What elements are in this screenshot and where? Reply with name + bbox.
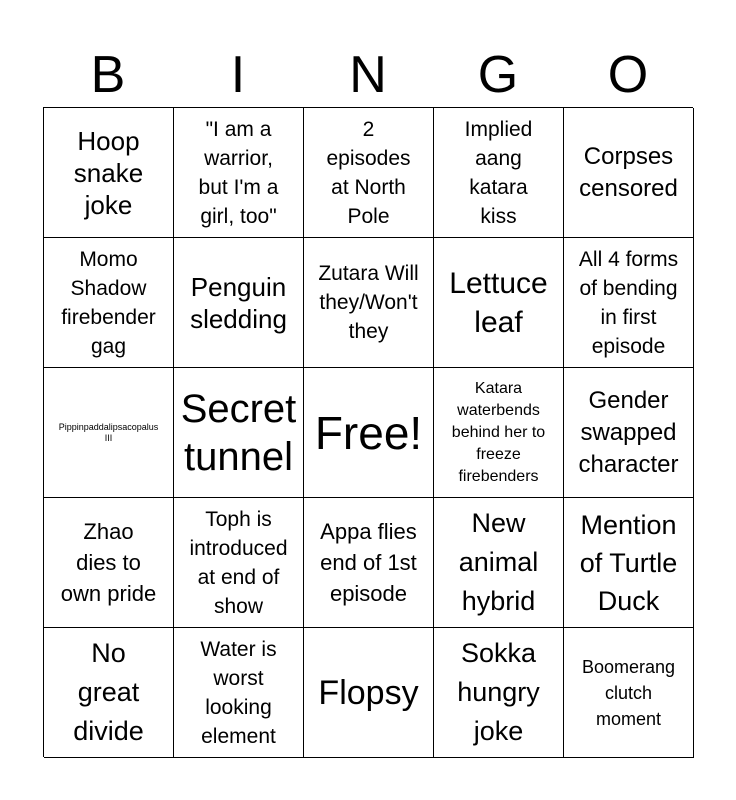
cell-text: Mention of Turtle Duck [579, 509, 678, 616]
cell-text: Penguin sledding [190, 271, 287, 334]
free-space-cell[interactable] [304, 368, 434, 498]
cell-text: Boomerang clutch moment [581, 656, 676, 729]
cell-text: Sokka hungry joke [457, 638, 540, 746]
cell-text: Katara waterbends behind her to freeze firebenders [451, 379, 546, 485]
cell-text: Lettuce leaf [449, 266, 548, 339]
bingo-cell[interactable] [174, 498, 304, 628]
bingo-cell[interactable] [44, 628, 174, 758]
bingo-cell[interactable] [564, 368, 694, 498]
cell-text: No great divide [73, 638, 144, 746]
bingo-cell[interactable] [174, 368, 304, 498]
cell-text: Hoop snake joke [73, 125, 144, 220]
bingo-cell[interactable] [304, 628, 434, 758]
cell-text: Zhao dies to own pride [60, 519, 157, 606]
header-letter-n: N [349, 46, 387, 104]
bingo-cell[interactable] [304, 108, 434, 238]
cell-text: Appa flies end of 1st episode [320, 519, 417, 606]
cell-text: Gender swapped character [578, 386, 679, 478]
cell-text: All 4 forms of bending in first episode [578, 247, 679, 358]
bingo-cell[interactable] [44, 368, 174, 498]
header-letter-b: B [90, 46, 126, 104]
cell-text: Pippinpaddalipsacopalus III [58, 421, 159, 443]
cell-text: Implied aang katara kiss [464, 117, 533, 228]
header-letter-i: I [230, 46, 246, 104]
cell-text: Momo Shadow firebender gag [61, 247, 156, 358]
cell-text: Zutara Will they/Won't they [318, 262, 419, 343]
bingo-cell[interactable] [304, 238, 434, 368]
bingo-cell[interactable] [564, 108, 694, 238]
cell-text: Secret tunnel [180, 386, 297, 479]
bingo-cell[interactable] [564, 238, 694, 368]
cell-text: New animal hybrid [458, 508, 539, 616]
cell-text: Free! [314, 406, 423, 459]
cell-text: 2 episodes at North Pole [326, 117, 411, 228]
cell-text: "I am a warrior, but I'm a girl, too" [198, 117, 279, 228]
bingo-cell[interactable] [434, 498, 564, 628]
bingo-cell[interactable] [174, 108, 304, 238]
bingo-cell[interactable] [564, 628, 694, 758]
bingo-cell[interactable] [304, 498, 434, 628]
bingo-cell[interactable] [434, 628, 564, 758]
bingo-cell[interactable] [434, 108, 564, 238]
bingo-cell[interactable] [44, 108, 174, 238]
bingo-cell[interactable] [434, 238, 564, 368]
header-letter-g: G [477, 46, 519, 104]
bingo-cell[interactable] [434, 368, 564, 498]
cell-text: Corpses censored [579, 142, 678, 202]
cell-text: Toph is introduced at end of show [189, 507, 288, 618]
bingo-cell[interactable] [44, 238, 174, 368]
bingo-cell[interactable] [174, 238, 304, 368]
header-letter-o: O [607, 46, 649, 104]
bingo-header [43, 40, 693, 110]
bingo-cell[interactable] [44, 498, 174, 628]
bingo-card-grid [43, 107, 693, 757]
bingo-cell[interactable] [174, 628, 304, 758]
cell-text: Flopsy [318, 673, 419, 712]
bingo-cell[interactable] [564, 498, 694, 628]
cell-text: Water is worst looking element [200, 637, 277, 748]
